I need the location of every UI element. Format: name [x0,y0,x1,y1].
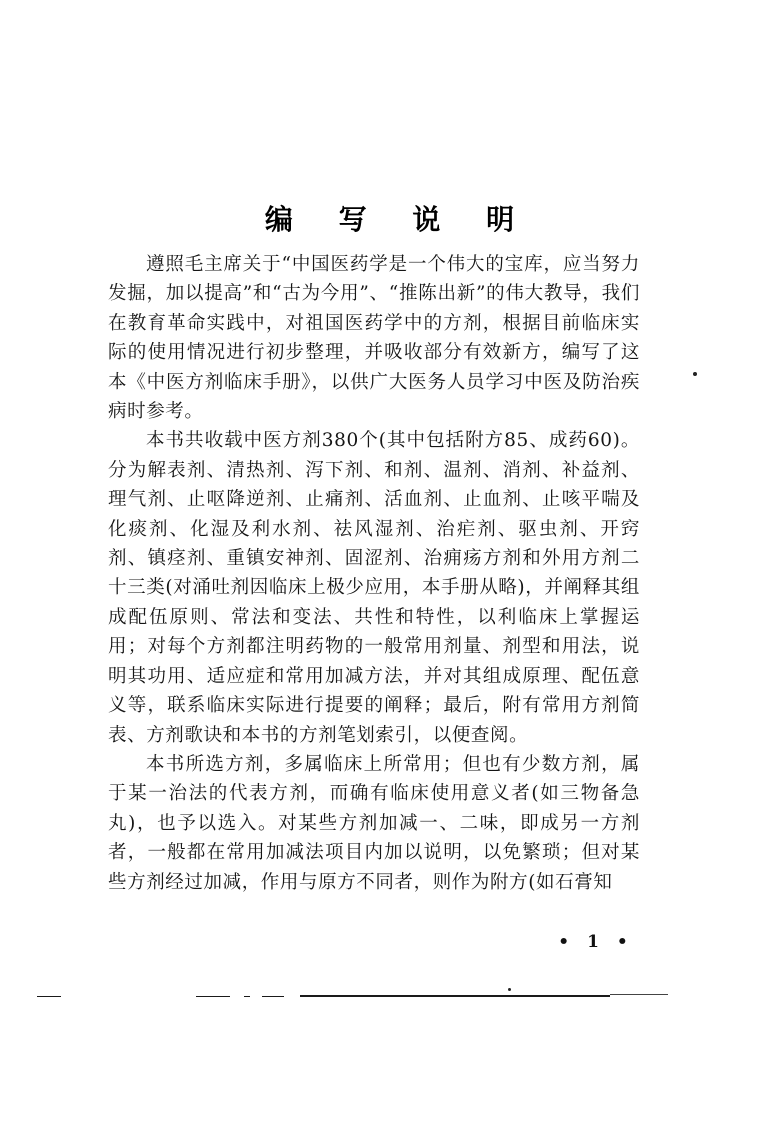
body-text [108,250,640,897]
scan-speck [508,988,511,991]
paragraph-2: 本书共收载中医方剂380个(其中包括附方85、成药60)。分为解表剂、清热剂、泻下剂、和剂、温剂、消剂、补益剂、理气剂、止呕降逆剂、止痛剂、活血剂、止血剂、止咳平喘及化痰剂、化湿及利水剂、祛风湿剂、治疟剂、驱虫剂、开窍剂、镇痉剂、重镇安神剂、固涩剂、治痈疡方剂和外用方剂二十三类(对涌吐剂因临床上极少应用，本手册从略)，并阐释其组成配伍原则、常法和变法、共性和特性，以利临床上掌握运用；对每个方剂都注明药物的一般常用剂量、剂型和用法，说明其功用、适应症和常用加减方法，并对其组成原理、配伍意义等，联系临床实际进行提要的阐释；最后，附有常用方剂简表、方剂歌诀和本书的方剂笔划索引，以便查阅。 [108,430,640,746]
paragraph-1: 遵照毛主席关于“中国医药学是一个伟大的宝库，应当努力发掘，加以提高”和“古为今用”、“推陈出新”的伟大教导，我们在教育革命实践中，对祖国医药学中的方剂，根据目前临床实际的使用情况进行初步整理，并吸收部分有效新方，编写了这本《中医方剂临床手册》，以供广大医务人员学习中医及防治疾病时参考。 [108,254,640,423]
scan-line-main [300,995,610,997]
page-number: • 1 • [558,932,634,952]
scan-line-left [37,996,61,997]
scan-line-right [610,994,668,995]
scan-line-dash [262,996,284,997]
scan-speck [693,372,697,376]
scan-line-dash [244,996,250,997]
scan-line-dash [196,996,230,997]
paragraph-3: 本书所选方剂，多属临床上所常用；但也有少数方剂，属于某一治法的代表方剂，而确有临床使用意义者(如三物备急丸)，也予以选入。对某些方剂加减一、二味，即成另一方剂者，一般都在常用加减法项目内加以说明，以免繁琐；但对某些方剂经过加减，作用与原方不同者，则作为附方(如石膏知 [108,753,640,893]
page-title: 编 写 说 明 [264,202,533,236]
